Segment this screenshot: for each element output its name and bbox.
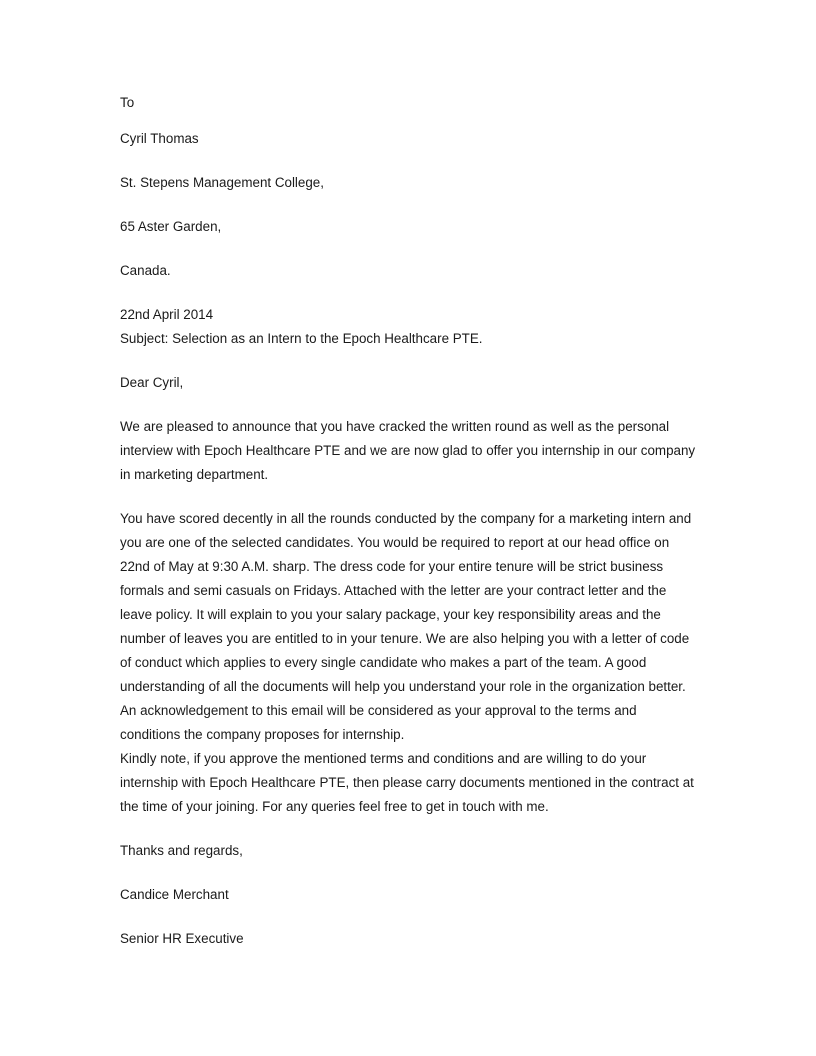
paragraph-line: 22nd of May at 9:30 A.M. sharp. The dress code for your entire tenure will be strict business bbox=[120, 559, 664, 574]
paragraph-line: the time of your joining. For any queries feel free to get in touch with me. bbox=[120, 799, 549, 814]
recipient-country: Canada. bbox=[120, 263, 171, 278]
salutation: Dear Cyril, bbox=[120, 375, 184, 390]
paragraph-line: You have scored decently in all the rounds conducted by the company for a marketing intern and bbox=[120, 511, 692, 526]
signature-name: Candice Merchant bbox=[120, 887, 229, 902]
paragraph-line: number of leaves you are entitled to in your tenure. We are also helping you with a letter of code bbox=[120, 631, 690, 646]
paragraph-line: understanding of all the documents will help you understand your role in the organization better. bbox=[120, 679, 686, 694]
paragraph-line: you are one of the selected candidates. You would be required to report at our head office on bbox=[120, 535, 670, 550]
recipient-name: Cyril Thomas bbox=[120, 131, 199, 146]
paragraph-line: conditions the company proposes for internship. bbox=[120, 727, 405, 742]
body-paragraph-2 bbox=[120, 507, 694, 819]
paragraph-line: formals and semi casuals on Fridays. Attached with the letter are your contract letter and the bbox=[120, 583, 667, 598]
paragraph-line: in marketing department. bbox=[120, 467, 269, 482]
letter-date: 22nd April 2014 bbox=[120, 307, 214, 322]
recipient-street: 65 Aster Garden, bbox=[120, 219, 222, 234]
to-label: To bbox=[120, 95, 135, 110]
closing: Thanks and regards, bbox=[120, 843, 243, 858]
paragraph-line: of conduct which applies to every single candidate who makes a part of the team. A good bbox=[120, 655, 647, 670]
letter-subject: Subject: Selection as an Intern to the Epoch Healthcare PTE. bbox=[120, 331, 483, 346]
paragraph-line: internship with Epoch Healthcare PTE, then please carry documents mentioned in the contract at bbox=[120, 775, 694, 790]
paragraph-line: Kindly note, if you approve the mentioned terms and conditions and are willing to do your bbox=[120, 751, 647, 766]
paragraph-line: We are pleased to announce that you have cracked the written round as well as the personal bbox=[120, 419, 670, 434]
signature-title: Senior HR Executive bbox=[120, 931, 244, 946]
paragraph-line: An acknowledgement to this email will be considered as your approval to the terms and bbox=[120, 703, 637, 718]
paragraph-line: leave policy. It will explain to you your salary package, your key responsibility areas and the bbox=[120, 607, 661, 622]
body-paragraph-1 bbox=[120, 415, 696, 487]
paragraph-line: interview with Epoch Healthcare PTE and we are now glad to offer you internship in our company bbox=[120, 443, 696, 458]
recipient-institution: St. Stepens Management College, bbox=[120, 175, 324, 190]
